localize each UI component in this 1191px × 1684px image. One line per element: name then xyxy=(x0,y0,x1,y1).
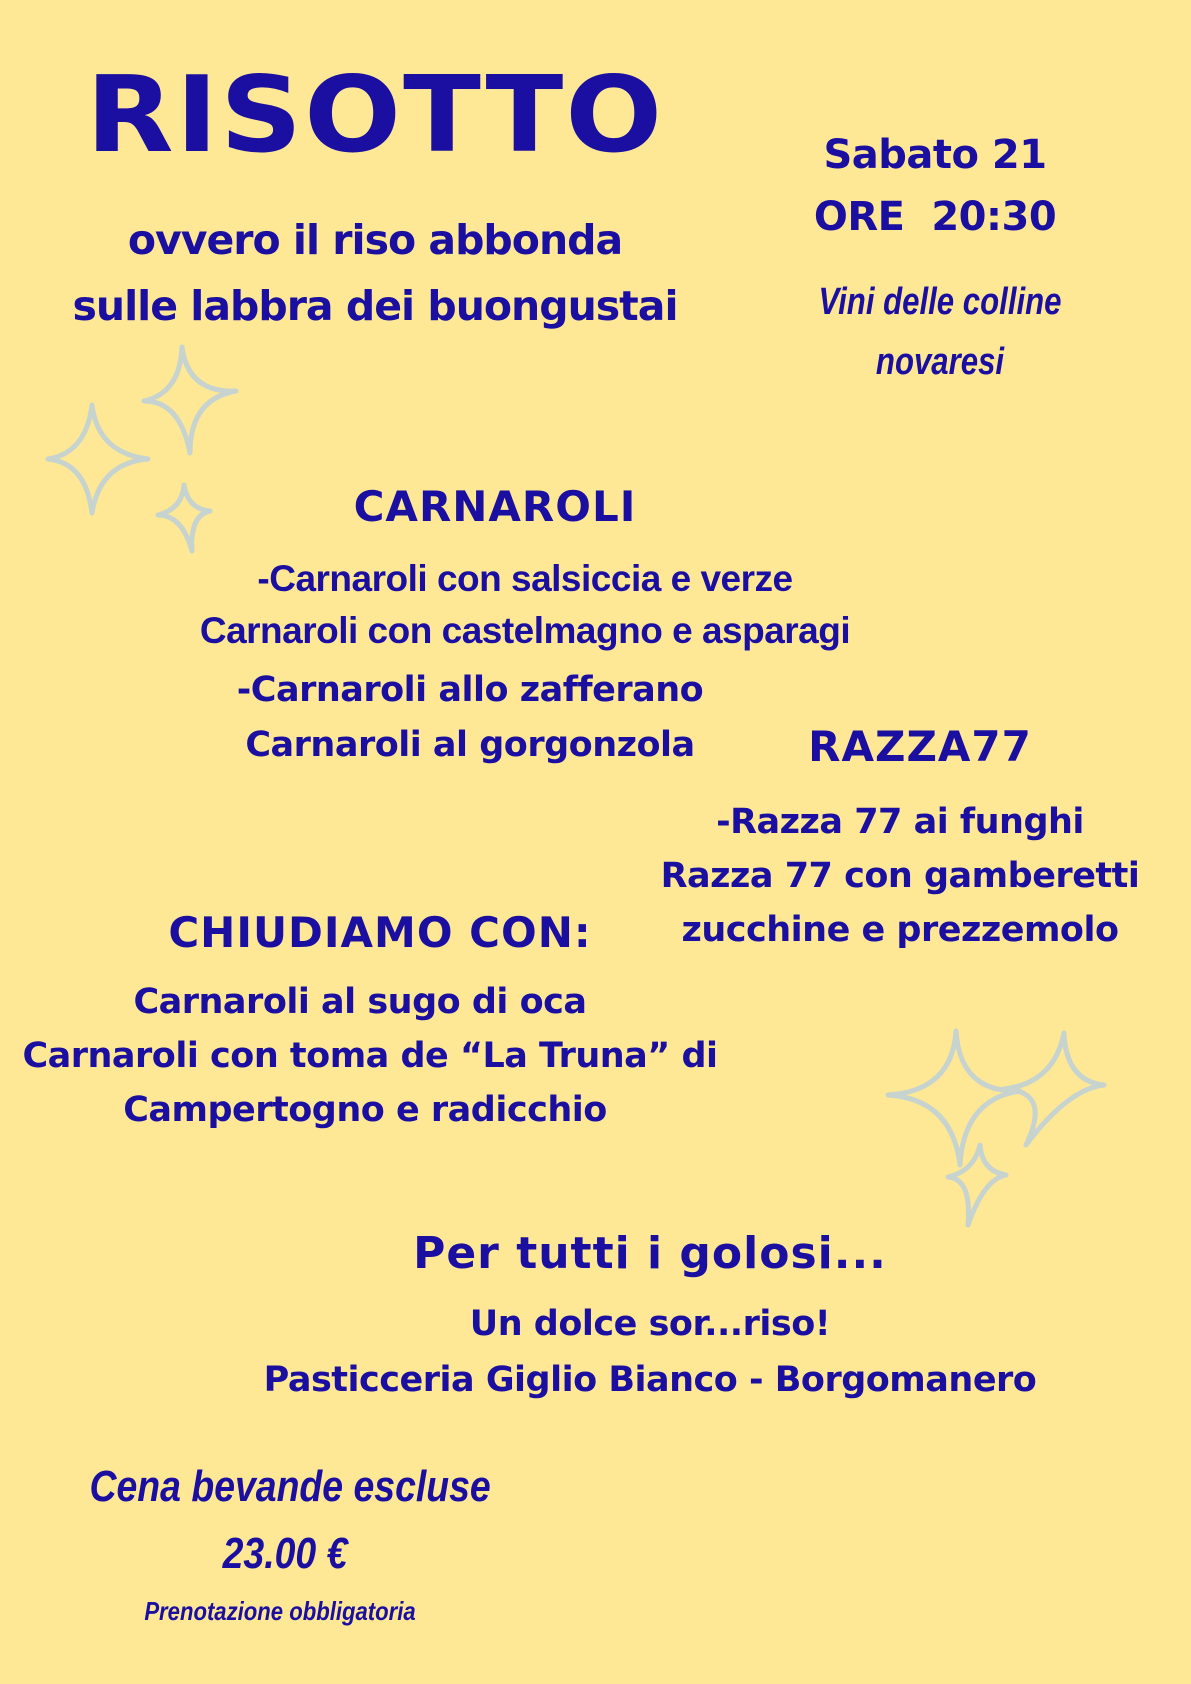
list-item: Razza 77 con gamberetti xyxy=(660,856,1140,896)
wine-line: novaresi xyxy=(875,341,1005,383)
section-heading-dessert: Per tutti i golosi... xyxy=(413,1228,887,1279)
price: 23.00 € xyxy=(222,1529,348,1578)
list-item: Carnaroli con toma de “La Truna” di xyxy=(22,1036,718,1076)
booking-note: Prenotazione obbligatoria xyxy=(144,1596,416,1626)
list-item: Carnaroli al sugo di oca xyxy=(133,982,587,1022)
subtitle xyxy=(45,207,705,339)
list-item: -Carnaroli allo zafferano xyxy=(236,670,704,710)
razza77-list xyxy=(650,795,1150,957)
list-item: Carnaroli al gorgonzola xyxy=(245,725,695,765)
page-title: RISOTTO xyxy=(85,53,665,176)
subtitle-line: ovvero il riso abbonda xyxy=(127,216,623,264)
list-item: -Carnaroli con salsiccia e verze xyxy=(257,558,793,599)
section-heading-carnaroli: CARNAROLI xyxy=(353,482,637,531)
event-datetime xyxy=(785,124,1085,248)
list-item: -Razza 77 ai funghi xyxy=(716,802,1084,842)
dessert-lines xyxy=(200,1296,1100,1408)
price-note: Cena bevande escluse xyxy=(89,1462,491,1511)
subtitle-line: sulle labbra dei buongustai xyxy=(72,282,678,330)
list-item: Campertogno e radicchio xyxy=(123,1090,607,1130)
list-item: Carnaroli con castelmagno e asparagi xyxy=(199,610,851,651)
dessert-line: Un dolce sor...riso! xyxy=(469,1304,831,1344)
chiudiamo-list xyxy=(20,975,720,1137)
wine-line: Vini delle colline xyxy=(818,281,1062,323)
event-date: Sabato 21 xyxy=(823,132,1047,178)
section-heading-chiudiamo: CHIUDIAMO CON: xyxy=(168,908,592,957)
list-item: zucchine e prezzemolo xyxy=(681,910,1119,950)
section-heading-razza77: RAZZA77 xyxy=(808,722,1032,771)
event-time: ORE 20:30 xyxy=(813,194,1057,240)
dessert-line: Pasticceria Giglio Bianco - Borgomanero xyxy=(263,1360,1037,1400)
wine-note xyxy=(809,272,1071,392)
sparkles-icon xyxy=(40,335,270,575)
sparkles-icon xyxy=(868,1025,1108,1235)
